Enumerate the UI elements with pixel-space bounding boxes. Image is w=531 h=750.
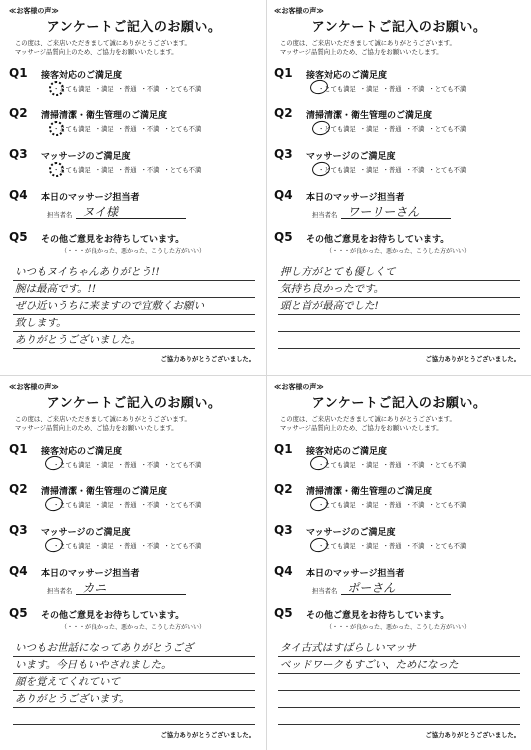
rating-option[interactable]: ・満足: [359, 167, 379, 174]
selection-circle-mark: [48, 120, 66, 138]
rating-options: [318, 541, 466, 550]
rating-option[interactable]: ・不満: [140, 126, 160, 133]
rating-option[interactable]: ・普通: [117, 86, 137, 93]
selection-circle-mark: [44, 536, 65, 553]
question-title: 接客対応のご満足度: [306, 71, 388, 81]
rating-option[interactable]: ・とても満足: [318, 86, 356, 93]
comment-line: 致します。: [13, 315, 255, 332]
rating-options: [53, 500, 201, 509]
thanks-note: ご協力ありがとうございました。: [160, 732, 255, 739]
selection-circle-mark: [44, 495, 65, 512]
rating-option[interactable]: ・普通: [382, 543, 402, 550]
question-title: 本日のマッサージ担当者: [41, 193, 140, 203]
comment-line: いつもヌイちゃんありがとう!!: [13, 264, 255, 281]
selection-circle-mark: [309, 536, 330, 553]
question-number: Q4: [274, 188, 293, 202]
comment-line: [278, 332, 520, 349]
intro-line: この度は、ご来店いただきまして誠にありがとうございます。: [15, 40, 191, 47]
question-q5: [9, 606, 261, 640]
staff-label: 担当者名: [47, 588, 73, 595]
question-number: Q3: [274, 147, 293, 161]
rating-options: [53, 541, 201, 550]
staff-label: 担当者名: [312, 212, 338, 219]
rating-option[interactable]: ・不満: [140, 86, 160, 93]
question-title: 本日のマッサージ担当者: [306, 569, 405, 579]
voice-tag: ≪お客様の声≫: [9, 383, 59, 391]
rating-option[interactable]: ・普通: [382, 462, 402, 469]
comment-line: [278, 691, 520, 708]
question-number: Q2: [9, 106, 28, 120]
question-q3: [9, 147, 261, 181]
question-subnote: （・・・が良かった、悪かった、こうした方がいい）: [61, 624, 206, 631]
selection-circle-mark: [311, 160, 332, 177]
staff-row: [312, 582, 451, 595]
rating-option[interactable]: ・とても不満: [428, 543, 467, 550]
question-number: Q4: [274, 564, 293, 578]
rating-option[interactable]: ・満足: [94, 502, 114, 509]
staff-name-field[interactable]: ワーリーさん: [341, 206, 451, 219]
thanks-note: ご協力ありがとうございました。: [425, 356, 520, 363]
staff-name-field[interactable]: ポーさん: [341, 582, 451, 595]
question-q2: [9, 482, 261, 516]
rating-options: [318, 124, 466, 133]
rating-option[interactable]: ・とても不満: [428, 502, 467, 509]
question-number: Q2: [274, 482, 293, 496]
question-title: 清掃清潔・衛生管理のご満足度: [306, 111, 433, 121]
comment-line: 頭と首が最高でした!: [278, 298, 520, 315]
question-number: Q3: [9, 523, 28, 537]
rating-option[interactable]: ・普通: [117, 502, 137, 509]
rating-options: [318, 84, 466, 93]
question-number: Q4: [9, 564, 28, 578]
survey-heading: アンケートご記入のお願い。: [46, 20, 222, 35]
question-number: Q5: [274, 230, 293, 244]
thanks-note: ご協力ありがとうございました。: [160, 356, 255, 363]
survey-intro: [280, 40, 524, 57]
rating-option[interactable]: ・とても不満: [428, 462, 467, 469]
rating-option[interactable]: ・とても不満: [163, 126, 202, 133]
question-title: その他ご意見をお待ちしています。: [41, 611, 185, 621]
rating-option[interactable]: ・とても満足: [53, 502, 91, 509]
staff-row: [47, 206, 186, 219]
staff-label: 担当者名: [47, 212, 73, 219]
question-q1: [274, 66, 526, 100]
voice-tag: ≪お客様の声≫: [274, 7, 324, 15]
voice-tag: ≪お客様の声≫: [274, 383, 324, 391]
thanks-note: ご協力ありがとうございました。: [425, 732, 520, 739]
question-q2: [274, 482, 526, 516]
question-title: その他ご意見をお待ちしています。: [306, 235, 450, 245]
rating-option[interactable]: ・とても満足: [53, 126, 91, 133]
comment-line: 押し方がとても優しくて: [278, 264, 520, 281]
rating-option[interactable]: ・普通: [117, 543, 137, 550]
question-number: Q4: [9, 188, 28, 202]
rating-option[interactable]: ・普通: [382, 126, 402, 133]
comment-line: ありがとうございました。: [13, 332, 255, 349]
question-title: 接客対応のご満足度: [41, 447, 123, 457]
question-q4: [9, 564, 261, 598]
horizontal-divider: [0, 375, 531, 376]
rating-option[interactable]: ・満足: [94, 462, 114, 469]
question-q4: [274, 564, 526, 598]
survey-heading: アンケートご記入のお願い。: [46, 396, 222, 411]
rating-option[interactable]: ・普通: [382, 502, 402, 509]
comment-line: ベッドワークもすごい、ためになった: [278, 657, 520, 674]
rating-option[interactable]: ・とても不満: [163, 462, 202, 469]
comment-lines[interactable]: [278, 640, 520, 725]
rating-options: [318, 165, 466, 174]
rating-option[interactable]: ・満足: [94, 86, 114, 93]
rating-option[interactable]: ・不満: [405, 462, 425, 469]
question-title: 接客対応のご満足度: [306, 447, 388, 457]
comment-line: [13, 708, 255, 725]
selection-circle-mark: [48, 80, 66, 98]
rating-option[interactable]: ・不満: [405, 86, 425, 93]
rating-option[interactable]: ・普通: [117, 126, 137, 133]
intro-line: マッサージ品質向上のため、ご協力をお願いいたします。: [15, 48, 178, 56]
question-q5: [274, 606, 526, 640]
intro-line: この度は、ご来店いただきまして誠にありがとうございます。: [280, 416, 456, 423]
comment-lines[interactable]: [278, 264, 520, 349]
rating-option[interactable]: ・不満: [405, 543, 425, 550]
question-title: 清掃清潔・衛生管理のご満足度: [306, 487, 433, 497]
rating-options: [318, 460, 466, 469]
comment-line: ぜひ近いうちに来ますので宜敷くお願い: [13, 298, 255, 315]
rating-options: [53, 124, 201, 133]
survey-card: [268, 378, 530, 750]
rating-option[interactable]: ・とても不満: [428, 86, 467, 93]
rating-option[interactable]: ・とても不満: [163, 543, 202, 550]
question-number: Q2: [274, 106, 293, 120]
comment-line: 気持ち良かったです。: [278, 281, 520, 298]
survey-card: [3, 378, 265, 750]
question-title: 接客対応のご満足度: [41, 71, 123, 81]
intro-line: この度は、ご来店いただきまして誠にありがとうございます。: [280, 40, 456, 47]
question-q3: [9, 523, 261, 557]
rating-option[interactable]: ・満足: [359, 502, 379, 509]
question-number: Q5: [274, 606, 293, 620]
question-title: 本日のマッサージ担当者: [41, 569, 140, 579]
rating-option[interactable]: ・不満: [140, 502, 160, 509]
comment-line: ありがとうございます。: [13, 691, 255, 708]
question-title: 清掃清潔・衛生管理のご満足度: [41, 111, 168, 121]
question-q1: [9, 66, 261, 100]
rating-option[interactable]: ・不満: [405, 502, 425, 509]
rating-options: [53, 165, 201, 174]
rating-option[interactable]: ・不満: [140, 462, 160, 469]
rating-option[interactable]: ・不満: [405, 167, 425, 174]
rating-option[interactable]: ・とても満足: [318, 543, 356, 550]
rating-option[interactable]: ・とても不満: [163, 167, 202, 174]
question-number: Q1: [9, 66, 28, 80]
staff-name-field[interactable]: カニ: [76, 582, 186, 595]
question-title: マッサージのご満足度: [306, 528, 396, 538]
rating-option[interactable]: ・とても満足: [318, 502, 356, 509]
voice-tag: ≪お客様の声≫: [9, 7, 59, 15]
rating-options: [53, 460, 201, 469]
question-title: 本日のマッサージ担当者: [306, 193, 405, 203]
rating-option[interactable]: ・とても満足: [318, 126, 356, 133]
rating-option[interactable]: ・とても満足: [53, 86, 91, 93]
survey-heading: アンケートご記入のお願い。: [311, 20, 487, 35]
rating-option[interactable]: ・とても不満: [163, 502, 202, 509]
question-subnote: （・・・が良かった、悪かった、こうした方がいい）: [326, 248, 471, 255]
rating-option[interactable]: ・とても満足: [53, 462, 91, 469]
survey-card: [3, 2, 265, 374]
selection-circle-mark: [48, 161, 66, 179]
question-title: その他ご意見をお待ちしています。: [41, 235, 185, 245]
question-title: マッサージのご満足度: [41, 152, 131, 162]
question-title: マッサージのご満足度: [41, 528, 131, 538]
rating-option[interactable]: ・普通: [382, 167, 402, 174]
question-title: マッサージのご満足度: [306, 152, 396, 162]
question-q2: [9, 106, 261, 140]
rating-option[interactable]: ・とても満足: [318, 462, 356, 469]
question-number: Q5: [9, 606, 28, 620]
survey-intro: [15, 40, 259, 57]
rating-option[interactable]: ・不満: [140, 543, 160, 550]
staff-row: [47, 582, 186, 595]
rating-option[interactable]: ・満足: [94, 167, 114, 174]
rating-option[interactable]: ・とても不満: [428, 167, 467, 174]
question-subnote: （・・・が良かった、悪かった、こうした方がいい）: [61, 248, 206, 255]
staff-label: 担当者名: [312, 588, 338, 595]
rating-option[interactable]: ・とても満足: [53, 167, 91, 174]
rating-option[interactable]: ・満足: [359, 86, 379, 93]
intro-line: マッサージ品質向上のため、ご協力をお願いいたします。: [15, 424, 178, 432]
question-title: 清掃清潔・衛生管理のご満足度: [41, 487, 168, 497]
survey-heading: アンケートご記入のお願い。: [311, 396, 487, 411]
rating-options: [53, 84, 201, 93]
rating-option[interactable]: ・普通: [382, 86, 402, 93]
question-q5: [274, 230, 526, 264]
comment-lines[interactable]: [13, 640, 255, 725]
intro-line: マッサージ品質向上のため、ご協力をお願いいたします。: [280, 48, 443, 56]
comment-lines[interactable]: [13, 264, 255, 349]
question-q1: [9, 442, 261, 476]
question-number: Q1: [9, 442, 28, 456]
question-q3: [274, 147, 526, 181]
survey-intro: [15, 416, 259, 433]
question-q1: [274, 442, 526, 476]
rating-option[interactable]: ・とても不満: [428, 126, 467, 133]
comment-line: います。今日もいやされました。: [13, 657, 255, 674]
question-number: Q3: [9, 147, 28, 161]
rating-option[interactable]: ・不満: [405, 126, 425, 133]
staff-name-field[interactable]: ヌイ様: [76, 206, 186, 219]
question-q4: [9, 188, 261, 222]
survey-intro: [280, 416, 524, 433]
question-q4: [274, 188, 526, 222]
rating-option[interactable]: ・不満: [140, 167, 160, 174]
selection-circle-mark: [311, 119, 332, 136]
comment-line: いつもお世話になってありがとうござ: [13, 640, 255, 657]
question-title: その他ご意見をお待ちしています。: [306, 611, 450, 621]
rating-option[interactable]: ・普通: [117, 167, 137, 174]
rating-option[interactable]: ・満足: [359, 126, 379, 133]
question-subnote: （・・・が良かった、悪かった、こうした方がいい）: [326, 624, 471, 631]
rating-options: [318, 500, 466, 509]
comment-line: [278, 708, 520, 725]
intro-line: この度は、ご来店いただきまして誠にありがとうございます。: [15, 416, 191, 423]
rating-option[interactable]: ・とても不満: [163, 86, 202, 93]
question-number: Q1: [274, 66, 293, 80]
rating-option[interactable]: ・とても満足: [318, 167, 356, 174]
survey-card: [268, 2, 530, 374]
selection-circle-mark: [309, 495, 330, 512]
question-number: Q5: [9, 230, 28, 244]
question-number: Q2: [9, 482, 28, 496]
intro-line: マッサージ品質向上のため、ご協力をお願いいたします。: [280, 424, 443, 432]
rating-option[interactable]: ・満足: [94, 126, 114, 133]
rating-option[interactable]: ・普通: [117, 462, 137, 469]
rating-option[interactable]: ・とても満足: [53, 543, 91, 550]
comment-line: [278, 674, 520, 691]
question-number: Q3: [274, 523, 293, 537]
question-q3: [274, 523, 526, 557]
rating-option[interactable]: ・満足: [94, 543, 114, 550]
question-number: Q1: [274, 442, 293, 456]
rating-option[interactable]: ・満足: [359, 462, 379, 469]
comment-line: 腕は最高です。!!: [13, 281, 255, 298]
comment-line: [278, 315, 520, 332]
question-q5: [9, 230, 261, 264]
rating-option[interactable]: ・満足: [359, 543, 379, 550]
question-q2: [274, 106, 526, 140]
staff-row: [312, 206, 451, 219]
comment-line: タイ古式はすばらしいマッサ: [278, 640, 520, 657]
comment-line: 顔を覚えてくれていて: [13, 674, 255, 691]
